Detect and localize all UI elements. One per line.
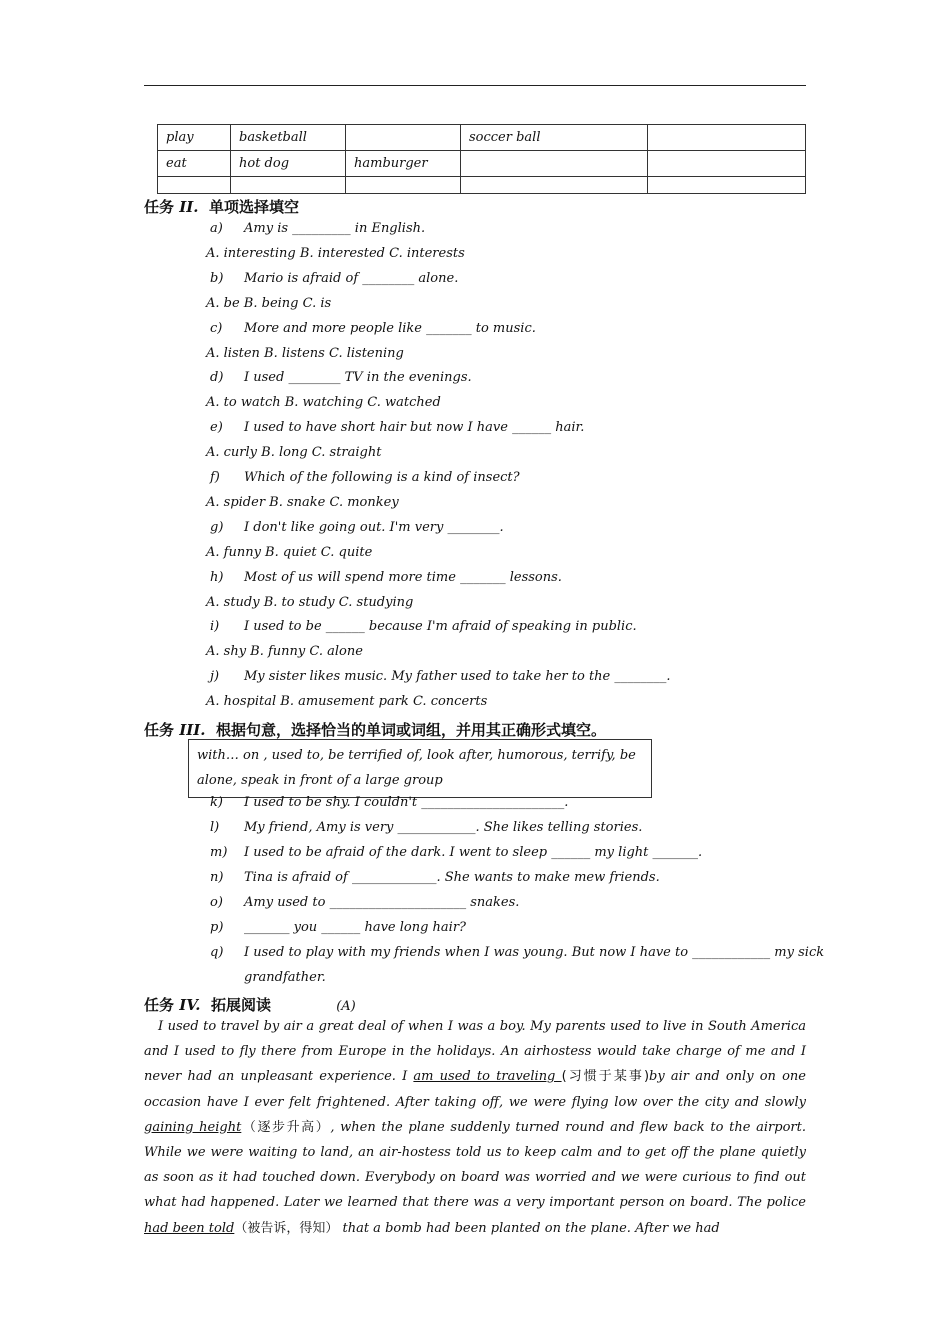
table-cell	[158, 177, 231, 194]
options-d: A. to watch B. watching C. watched	[206, 395, 441, 410]
options-f: A. spider B. snake C. monkey	[206, 495, 399, 510]
options-h: A. study B. to study C. studying	[206, 595, 414, 610]
table-cell: hot dog	[231, 151, 346, 177]
options-b: A. be B. being C. is	[206, 296, 332, 311]
table-cell	[346, 125, 461, 151]
question-b: b) Mario is afraid of ________ alone.	[210, 271, 459, 286]
options-j: A. hospital B. amusement park C. concerts	[206, 694, 488, 709]
options-c: A. listen B. listens C. listening	[206, 346, 404, 361]
word-box: with… on , used to, be terrified of, look after, humorous, terrify, be alone, speak in front of a large group	[188, 739, 652, 798]
options-e: A. curly B. long C. straight	[206, 445, 382, 460]
table-cell	[648, 177, 806, 194]
reading-passage: I used to travel by air a great deal of when I was a boy. My parents used to live in South America and I used to fly there from Europe in the holidays. An airhostess would take charge of me and I never had an unpleasant experience. I am used to traveling (习惯于某事)by air and only on one occasion have I ever felt frightened. After taking off, we were flying low over the city and slowly gaining height（逐步升高）, when the plane suddenly turned round and flew back to the airport. While we were waiting to land, an air-hostess told us to keep calm and to get off the plane quietly as soon as it had touched down. Everybody on board was worried and we were curious to find out what had happened. Later we learned that there was a very important person on board. The police had been told（被告诉，得知） that a bomb had been planted on the plane. After we had	[144, 1019, 806, 1236]
question-m: m) I used to be afraid of the dark. I went to sleep ______ my light _______.	[210, 845, 703, 860]
task2-heading: 任务 II. 单项选择填空	[144, 198, 299, 216]
task4-heading: 任务 IV. 拓展阅读 (A)	[144, 996, 356, 1014]
question-g: g) I don't like going out. I'm very ________.	[210, 520, 504, 535]
question-j: j) My sister likes music. My father used to take her to the ________.	[210, 669, 671, 684]
question-f: f) Which of the following is a kind of insect?	[210, 470, 520, 485]
question-a: a) Amy is _________ in English.	[210, 221, 426, 236]
table-cell	[461, 177, 648, 194]
table-cell: hamburger	[346, 151, 461, 177]
word-table	[157, 124, 806, 194]
question-q-continuation: grandfather.	[244, 970, 326, 985]
table-cell: play	[158, 125, 231, 151]
question-i: i) I used to be ______ because I'm afraid of speaking in public.	[210, 619, 637, 634]
underlined-phrase: had been told	[144, 1220, 235, 1236]
options-i: A. shy B. funny C. alone	[206, 644, 363, 659]
question-e: e) I used to have short hair but now I have ______ hair.	[210, 420, 585, 435]
question-h: h) Most of us will spend more time _______ lessons.	[210, 570, 562, 585]
table-cell	[648, 151, 806, 177]
question-o: o) Amy used to _____________________ snakes.	[210, 895, 520, 910]
question-q: q) I used to play with my friends when I was young. But now I have to ____________ my sick	[210, 945, 825, 960]
options-a: A. interesting B. interested C. interests	[206, 246, 465, 261]
section-label: (A)	[336, 999, 356, 1014]
table-cell: eat	[158, 151, 231, 177]
table-cell	[346, 177, 461, 194]
question-p: p) _______ you ______ have long hair?	[210, 920, 467, 935]
question-n: n) Tina is afraid of _____________. She wants to make mew friends.	[210, 870, 660, 885]
header-rule	[144, 85, 806, 86]
question-d: d) I used ________ TV in the evenings.	[210, 370, 472, 385]
task3-heading: 任务 III. 根据句意，选择恰当的单词或词组，并用其正确形式填空。	[144, 721, 606, 739]
table-cell	[648, 125, 806, 151]
underlined-phrase: gaining height	[144, 1119, 242, 1135]
options-g: A. funny B. quiet C. quite	[206, 545, 373, 560]
table-cell: basketball	[231, 125, 346, 151]
question-l: l) My friend, Amy is very ____________. She likes telling stories.	[210, 820, 643, 835]
underlined-phrase: am used to traveling	[413, 1069, 562, 1085]
table-cell: soccer ball	[461, 125, 648, 151]
question-c: c) More and more people like _______ to music.	[210, 321, 536, 336]
table-cell	[231, 177, 346, 194]
question-k: k) I used to be shy. I couldn't ______________________.	[210, 795, 569, 810]
table-cell	[461, 151, 648, 177]
